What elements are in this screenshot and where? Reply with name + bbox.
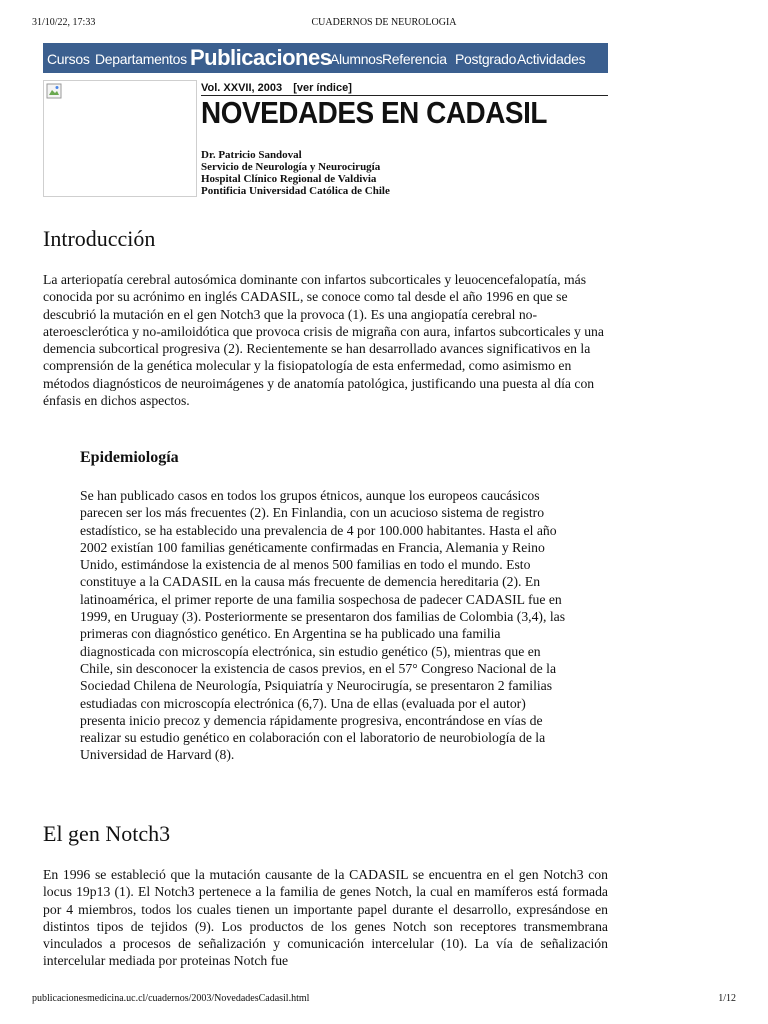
intro-heading: Introducción xyxy=(43,226,156,251)
nav-bar xyxy=(43,43,608,73)
nav-item-actividades[interactable]: Actividades xyxy=(517,51,586,67)
intro-paragraph: La arteriopatía cerebral autosómica dominante con infartos subcorticales y leuocencefalopatía, más conocida por su acrónimo en inglés CADASIL, se conoce como tal desde el año 1996 en que se descubrió la mutación en el gen Notch3 que la provoca (1). Es una angiopatía cerebral no-ateroesclerótica y no-amiloidótica que provoca crisis de migraña con aura, infartos subcorticales y una demencia subcortical progresiva (2). Recientemente se han desarrollado avances significativos en la comprensión de la genética molecular y la fisiopatología de esta enfermedad, como asimismo en métodos diagnósticos de neuroimágenes y de anatomía patológica, justificando una puesta al día con énfasis en dichos aspectos. xyxy=(43,272,604,409)
print-url: publicacionesmedicina.uc.cl/cuadernos/2003/NovedadesCadasil.html xyxy=(32,993,310,1004)
epidemiology-heading: Epidemiología xyxy=(80,449,179,466)
author-name: Dr. Patricio Sandoval xyxy=(201,149,302,161)
volume-line xyxy=(201,82,352,94)
print-datetime: 31/10/22, 17:33 xyxy=(32,17,96,28)
volume-label: Vol. XXVII, 2003 xyxy=(201,82,283,94)
notch3-heading: El gen Notch3 xyxy=(43,821,171,846)
print-page-title: CUADERNOS DE NEUROLOGIA xyxy=(311,17,457,28)
nav-item-publicaciones[interactable]: Publicaciones xyxy=(190,45,332,70)
epidemiology-paragraph: Se han publicado casos en todos los grupos étnicos, aunque los europeos caucásicos parecen ser los más frecuentes (2). En Finlandia, con un acucioso sistema de registro estadístico, se ha establecido una prevalencia de 4 por 100.000 habitantes. Hasta el año 2002 existían 100 familias genéticamente confirmadas en Francia, Alemania y Reino Unido, estimándose la existencia de al menos 500 familias en todo el mundo. Esto constituye a la CADASIL en la causa más frecuente de demencia hereditaria (2). En latinoamérica, el primer reporte de una familia sospechosa de padecer CADASIL fue en 1999, en Uruguay (3). Posteriormente se presentaron dos familias de Colombia (3,4), las primeras con diagnóstico genético. En Argentina se ha publicado una familia diagnosticada con microscopía electrónica, sin estudio genético (5), mientras que en Chile, sin desconocer la existencia de casos previos, en el 57° Congreso Nacional de la Sociedad Chilena de Neurología, Psiquiatría y Neurocirugía, se presentaron 2 familias estudiadas con microscopía electrónica (6,7). Una de ellas (evaluada por el autor) presenta inicio precoz y demencia rápidamente progresiva, encontrándose en vías de realizar su estudio genético en colaboración con el laboratorio de neurobiología de la Universidad de Harvard (8). xyxy=(80,488,566,763)
nav-item-departamentos[interactable]: Departamentos xyxy=(95,51,187,67)
author-university: Pontificia Universidad Católica de Chile xyxy=(201,185,390,197)
print-header xyxy=(32,17,736,31)
print-footer xyxy=(32,993,736,1007)
print-page-number: 1/12 xyxy=(718,993,736,1004)
nav-item-cursos[interactable]: Cursos xyxy=(47,51,90,67)
author-service: Servicio de Neurología y Neurocirugía xyxy=(201,161,381,173)
nav-item-postgrado[interactable]: Postgrado xyxy=(455,51,517,67)
index-link[interactable]: [ver índice] xyxy=(293,82,352,94)
nav-item-referencia[interactable]: Referencia xyxy=(382,51,447,67)
broken-image-icon xyxy=(46,83,62,99)
article-title: NOVEDADES EN CADASIL xyxy=(201,95,547,130)
nav-item-alumnos[interactable]: Alumnos xyxy=(330,51,383,67)
notch3-paragraph: En 1996 se estableció que la mutación causante de la CADASIL se encuentra en el gen Notch3 con locus 19p13 (1). El Notch3 pertenece a la familia de genes Notch, la cual en mamíferos está formada por 4 miembros, todos los cuales tienen un importante papel durante el desarrollo, expresándose en distintos tipos de tejidos (9). Los productos de los genes Notch son receptores transmembrana vinculados a procesos de señalización y comunicación intercelular (10). La vía de señalización intercelular mediada por proteinas Notch fue xyxy=(43,867,608,969)
author-block xyxy=(201,149,390,197)
broken-image xyxy=(43,80,197,197)
author-hospital: Hospital Clínico Regional de Valdivia xyxy=(201,173,377,185)
